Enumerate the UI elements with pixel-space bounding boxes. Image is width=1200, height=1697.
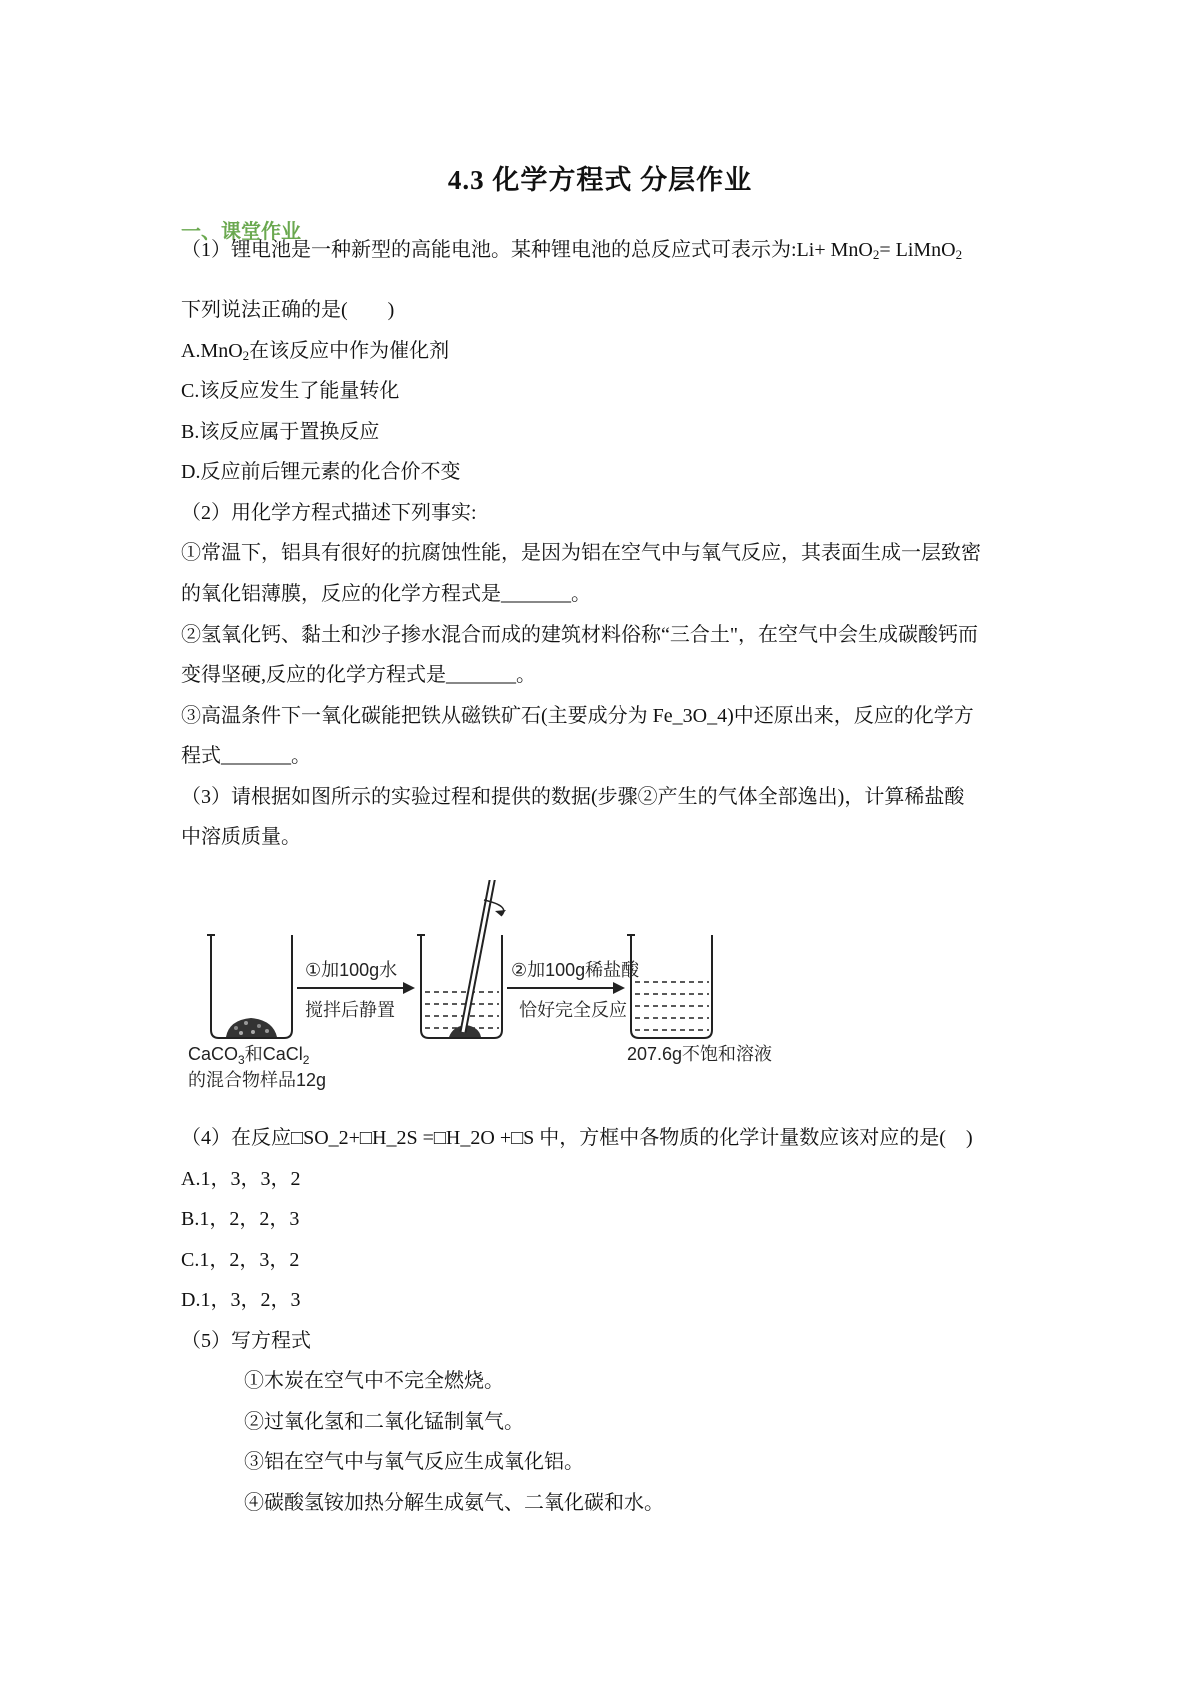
q1-option-a: A.MnO$_2$在该反应中作为催化剂	[181, 340, 450, 363]
stirring-rod	[463, 880, 506, 1032]
q3-line2: 中溶质质量。	[181, 826, 301, 848]
q4-stem: （4）在反应□SO_2+□H_2S =□H_2O +□S 中，方框中各物质的化学计量数应该对应的是( )	[181, 1127, 973, 1149]
q4-option-a: A.1，3，3，2	[181, 1168, 301, 1190]
q1-option-b: B.该反应属于置换反应	[181, 421, 380, 443]
beaker-solution	[627, 935, 712, 1038]
page-title: 4.3 化学方程式 分层作业	[447, 165, 753, 195]
q2-item1-line2: 的氧化铝薄膜，反应的化学方程式是_______。	[181, 583, 591, 605]
q5-item3: ③铝在空气中与氧气反应生成氧化铝。	[244, 1451, 584, 1473]
q2-item1-line1: ①常温下，铝具有很好的抗腐蚀性能，是因为铝在空气中与氧气反应，其表面生成一层致密	[181, 542, 981, 564]
q5-item2: ②过氧化氢和二氧化锰制氧气。	[244, 1411, 524, 1433]
experiment-diagram	[181, 880, 801, 1095]
step1-label-bottom: 搅拌后静置	[305, 1000, 395, 1020]
q2-stem: （2）用化学方程式描述下列事实:	[181, 502, 477, 524]
result-label: 207.6g不饱和溶液	[627, 1044, 773, 1064]
q4-option-c: C.1，2，3，2	[181, 1249, 300, 1271]
sample-label-line1: CaCO$_3$和CaCl$_2$	[188, 1044, 310, 1067]
q2-item2-line1: ②氢氧化钙、黏土和沙子掺水混合而成的建筑材料俗称“三合土"，在空气中会生成碳酸钙而	[181, 624, 979, 646]
sample-label-line2: 的混合物样品12g	[188, 1070, 327, 1090]
q4-option-b: B.1，2，2，3	[181, 1208, 300, 1230]
q3-line1: （3）请根据如图所示的实验过程和提供的数据(步骤②产生的气体全部逸出)，计算稀盐酸	[181, 786, 965, 808]
q1-stem-line2: 下列说法正确的是( )	[181, 299, 395, 321]
step2-arrow	[507, 982, 625, 994]
q1-option-c: C.该反应发生了能量转化	[181, 380, 400, 402]
step1-label-top: ①加100g水	[305, 960, 398, 980]
step2-label-bottom: 恰好完全反应	[519, 1000, 627, 1020]
q1-option-d: D.反应前后锂元素的化合价不变	[181, 461, 461, 483]
q2-item3-line1: ③高温条件下一氧化碳能把铁从磁铁矿石(主要成分为 Fe_3O_4)中还原出来，反应的化学方	[181, 705, 974, 727]
section-heading: 一、课堂作业	[181, 221, 301, 243]
q5-item4: ④碳酸氢铵加热分解生成氨气、二氧化碳和水。	[244, 1492, 664, 1514]
q1-stem: （1）锂电池是一种新型的高能电池。某种锂电池的总反应式可表示为:Li+ MnO$_2$= LiMnO$_2$	[181, 239, 963, 262]
q2-item3-line2: 程式_______。	[181, 745, 311, 767]
beaker-sample	[207, 935, 292, 1038]
q5-stem: （5）写方程式	[181, 1330, 311, 1352]
step1-arrow	[297, 982, 415, 994]
step2-label-top: ②加100g稀盐酸	[511, 960, 640, 980]
beaker-stirred	[417, 935, 502, 1038]
q2-item2-line2: 变得坚硬,反应的化学方程式是_______。	[181, 664, 536, 686]
q4-option-d: D.1，3，2，3	[181, 1289, 301, 1311]
q5-item1: ①木炭在空气中不完全燃烧。	[244, 1370, 504, 1392]
